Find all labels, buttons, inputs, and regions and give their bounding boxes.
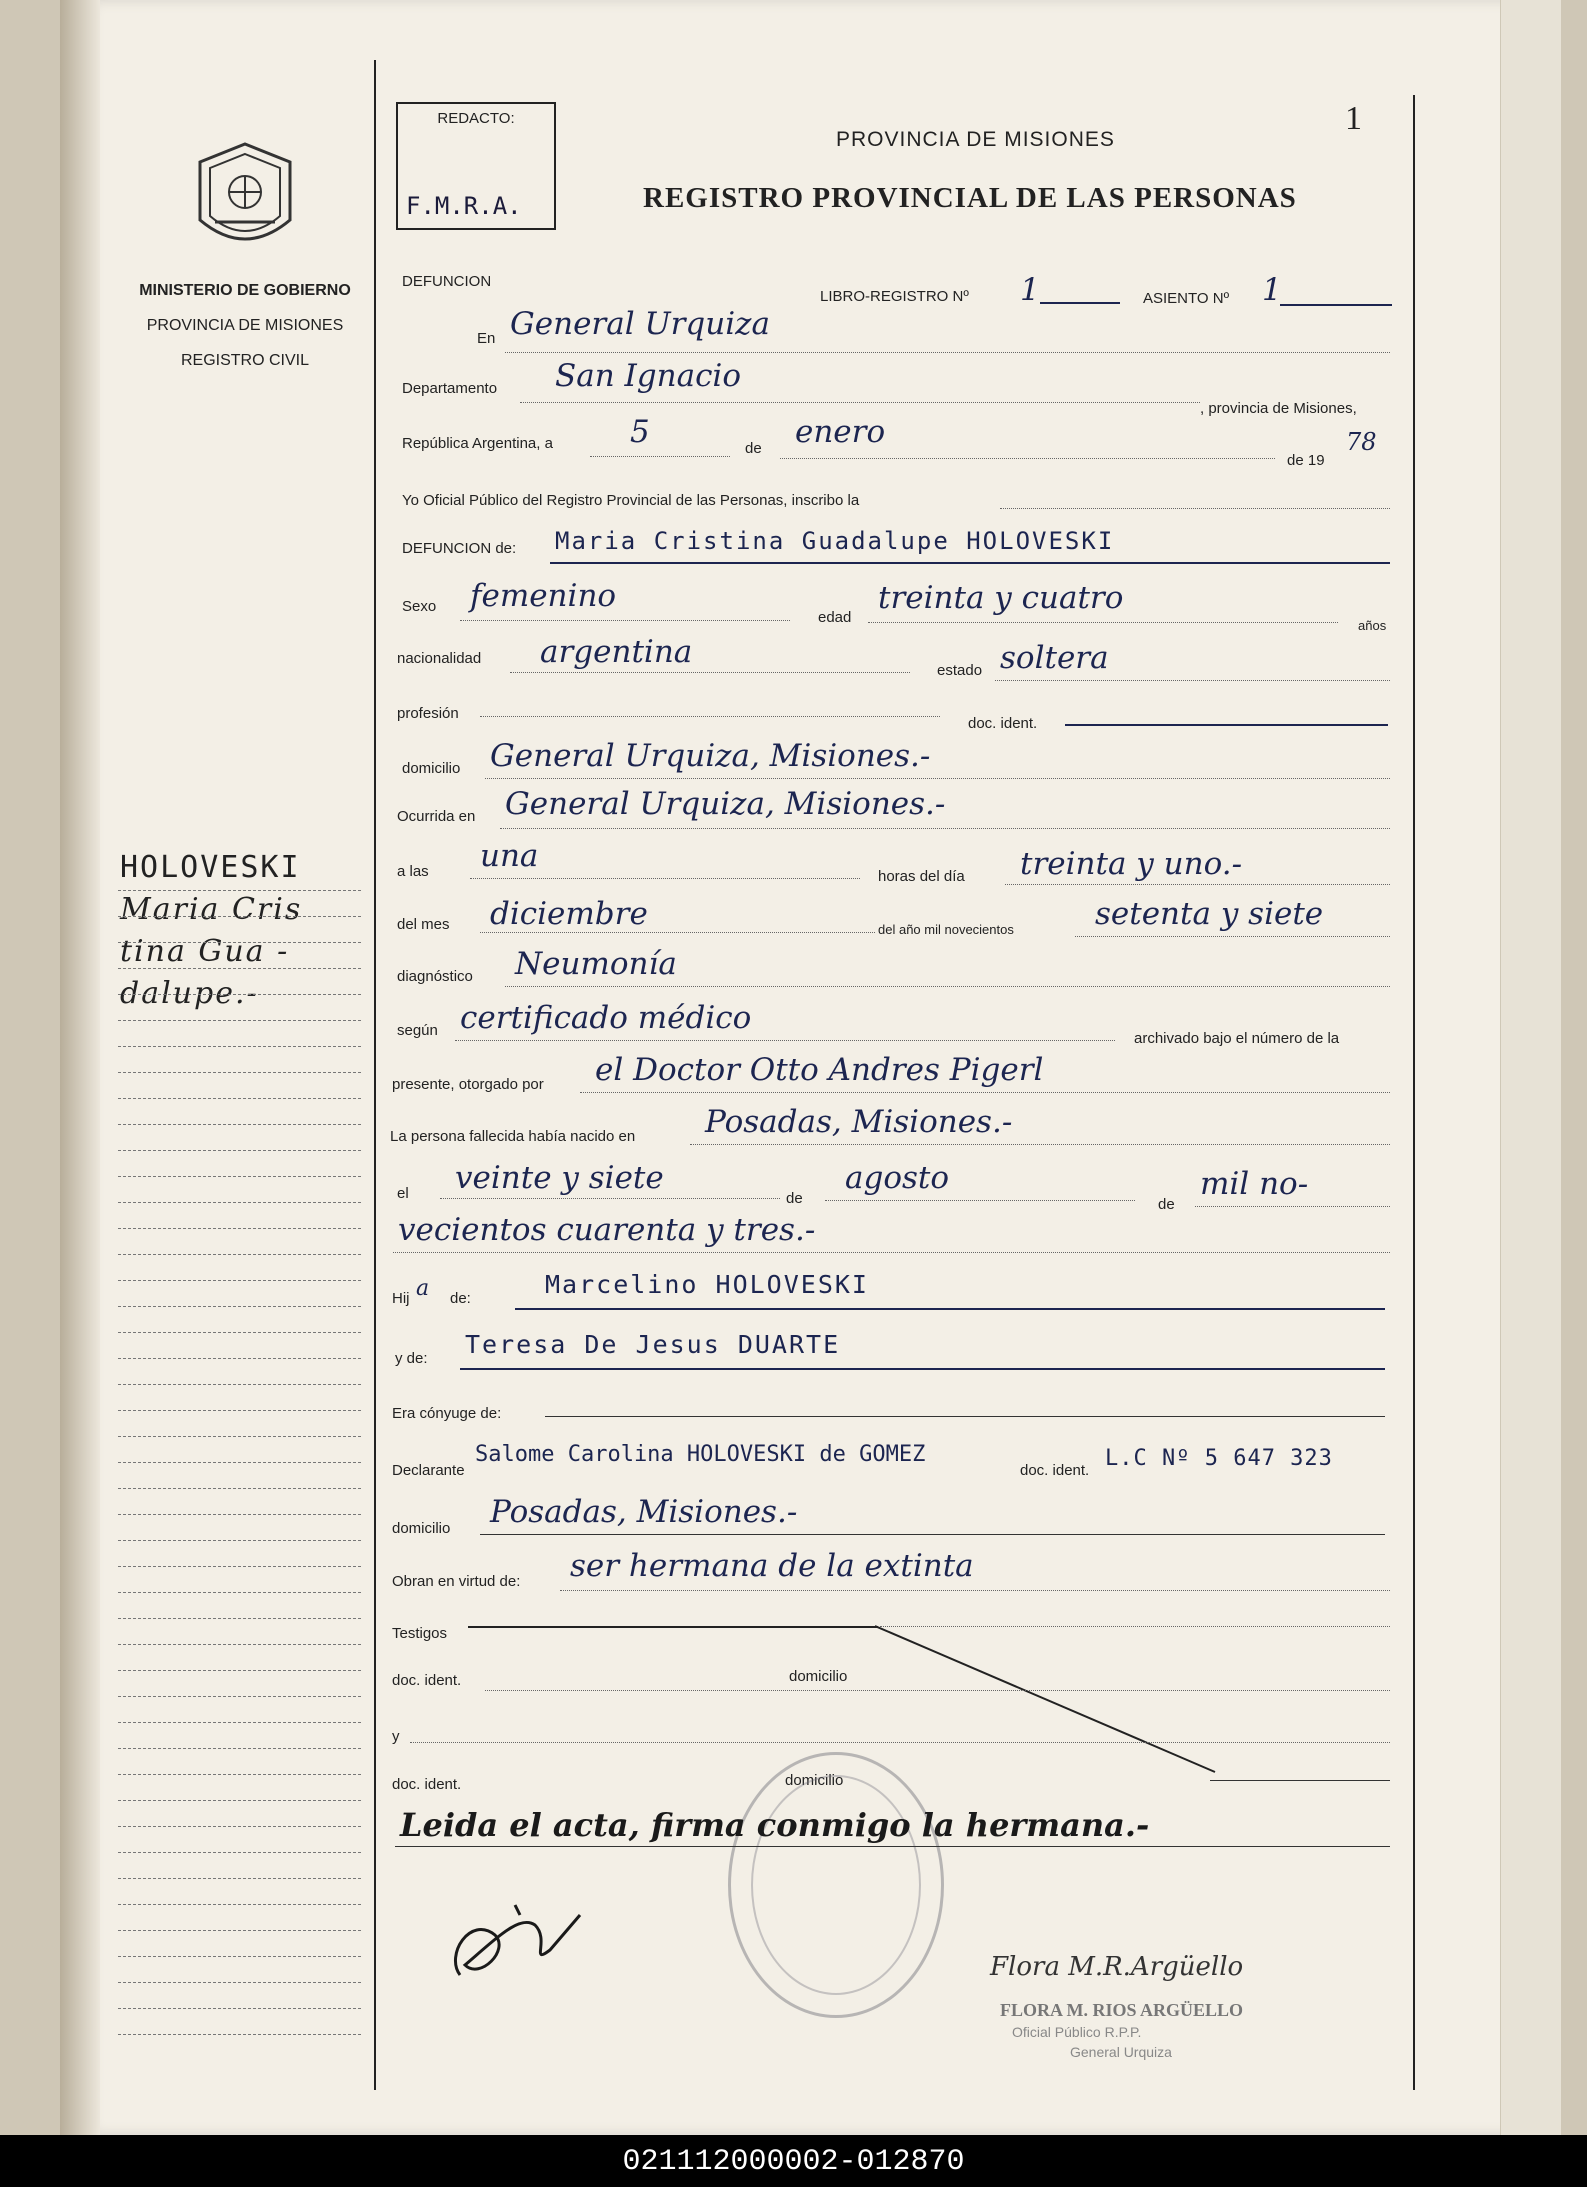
horas-value: treinta y uno.- <box>1020 846 1243 882</box>
margin-rule <box>118 1826 361 1827</box>
margin-rule <box>118 1566 361 1567</box>
profesion-line <box>480 716 940 717</box>
margin-rule <box>118 1124 361 1125</box>
nacionalidad-line <box>510 672 910 673</box>
anio-value: setenta y siete <box>1095 896 1324 932</box>
margin-rule <box>118 1462 361 1463</box>
margin-rule <box>118 1202 361 1203</box>
margin-rule <box>118 1722 361 1723</box>
margin-rule <box>118 1878 361 1879</box>
sexo-value: femenino <box>470 578 617 614</box>
doc-ident2-line <box>485 1690 1390 1691</box>
margin-rule <box>118 1904 361 1905</box>
anos-label: años <box>1358 618 1387 633</box>
margin-rule <box>118 1306 361 1307</box>
ministry-civil-registry: REGISTRO CIVIL <box>180 352 310 369</box>
margin-rule <box>118 1384 361 1385</box>
margin-rule <box>118 890 361 891</box>
horas-label: horas del día <box>878 868 965 885</box>
province-heading: PROVINCIA DE MISIONES <box>836 128 1115 151</box>
margin-name-line-3: tina Gua - <box>120 934 290 969</box>
margin-rule <box>118 1436 361 1437</box>
presente-value: el Doctor Otto Andres Pigerl <box>595 1052 1044 1088</box>
hij-line <box>515 1308 1385 1310</box>
margin-rule <box>118 1228 361 1229</box>
yde-label: y de: <box>395 1350 428 1367</box>
doc-ident-line <box>1065 724 1388 726</box>
de2-value: agosto <box>845 1160 950 1196</box>
de2-label: de <box>786 1190 803 1207</box>
domicilio-label: domicilio <box>402 760 461 777</box>
margin-name-line-1: HOLOVESKI <box>120 850 301 885</box>
edad-value: treinta y cuatro <box>878 580 1124 616</box>
a-las-value: una <box>480 838 539 874</box>
edad-label: edad <box>818 609 852 626</box>
de-label: de <box>745 440 762 457</box>
declarante-value: Salome Carolina HOLOVESKI de GOMEZ <box>475 1442 926 1467</box>
margin-rule <box>118 1748 361 1749</box>
margin-rule <box>118 1280 361 1281</box>
declarante-label: Declarante <box>392 1462 465 1479</box>
estado-label: estado <box>937 662 983 679</box>
margin-rule <box>118 1696 361 1697</box>
domicilio3-label: domicilio <box>789 1668 848 1685</box>
declarante-doc-label: doc. ident. <box>1020 1462 1090 1479</box>
mes-line <box>780 458 1275 459</box>
obran-label: Obran en virtud de: <box>392 1573 521 1590</box>
registry-heading: REGISTRO PROVINCIAL DE LAS PERSONAS <box>643 182 1297 214</box>
obran-value: ser hermana de la extinta <box>570 1548 974 1584</box>
de3-value: mil no- <box>1200 1166 1309 1202</box>
margin-rule <box>118 1644 361 1645</box>
diagnostico-line <box>505 986 1390 987</box>
obran-line <box>560 1590 1390 1591</box>
novecientos-line <box>393 1252 1390 1253</box>
sexo-line <box>460 620 790 621</box>
declarante-doc-value: L.C Nº 5 647 323 <box>1105 1446 1333 1471</box>
el-label: el <box>397 1185 409 1202</box>
del-mes-label: del mes <box>397 916 450 933</box>
margin-rule <box>118 1410 361 1411</box>
margin-rule <box>118 1020 361 1021</box>
margin-rule <box>118 1618 361 1619</box>
departamento-label: Departamento <box>402 380 498 397</box>
redacto-value: F.M.R.A. <box>406 192 522 220</box>
ocurrida-value: General Urquiza, Misiones.- <box>505 786 946 822</box>
de3-label: de <box>1158 1196 1175 1213</box>
margin-rule <box>118 1930 361 1931</box>
libro-value: 1 <box>1020 272 1040 308</box>
hij-de-label: de: <box>450 1290 471 1307</box>
domicilio4-label: domicilio <box>785 1772 844 1789</box>
margin-rule <box>118 1852 361 1853</box>
el-line <box>440 1198 780 1199</box>
yde-value: Teresa De Jesus DUARTE <box>465 1330 841 1359</box>
ministry-name: MINISTERIO DE GOBIERNO <box>139 282 351 299</box>
margin-rule <box>118 942 361 943</box>
persona-value: Posadas, Misiones.- <box>705 1104 1013 1140</box>
persona-label: La persona fallecida había nacido en <box>390 1128 636 1145</box>
departamento-value: San Ignacio <box>555 358 742 394</box>
mes-value: enero <box>795 414 886 450</box>
redacto-label: REDACTO: <box>437 110 515 127</box>
estado-line <box>995 680 1390 681</box>
margin-rule <box>118 1956 361 1957</box>
defuncion-de-value: Maria Cristina Guadalupe HOLOVESKI <box>555 527 1115 555</box>
y-label: y <box>392 1728 400 1745</box>
margin-name-line-2: Maria Cris <box>120 892 303 927</box>
officer-title: Oficial Público R.P.P. <box>1012 2024 1142 2040</box>
presente-label: presente, otorgado por <box>392 1076 544 1093</box>
margin-rule <box>118 1774 361 1775</box>
margin-rule <box>118 1332 361 1333</box>
page-number: 1 <box>1345 100 1362 137</box>
yo-oficial-text: Yo Oficial Público del Registro Provincial de las Personas, inscribo la <box>402 492 860 509</box>
y-line <box>410 1742 1390 1743</box>
del-mes-line <box>480 932 875 933</box>
margin-rule <box>118 1982 361 1983</box>
domicilio2-line <box>480 1534 1385 1535</box>
horas-line <box>1005 884 1390 885</box>
domicilio-value: General Urquiza, Misiones.- <box>490 738 931 774</box>
de2-line <box>825 1200 1135 1201</box>
margin-rule <box>118 1098 361 1099</box>
segun-value: certificado médico <box>460 1000 752 1036</box>
en-line <box>505 352 1390 353</box>
page-edge <box>1500 0 1561 2135</box>
domicilio2-value: Posadas, Misiones.- <box>490 1494 798 1530</box>
profesion-label: profesión <box>397 705 459 722</box>
testigos-label: Testigos <box>392 1625 448 1642</box>
novecientos-value: vecientos cuarenta y tres.- <box>398 1212 816 1248</box>
footer-code: 021112000002-012870 <box>622 2145 965 2179</box>
republica-label: República Argentina, a <box>402 435 553 452</box>
margin-rule <box>118 1540 361 1541</box>
libro-label: LIBRO-REGISTRO Nº <box>820 288 969 305</box>
sexo-label: Sexo <box>402 598 437 615</box>
domicilio-line <box>485 778 1390 779</box>
asiento-value: 1 <box>1262 272 1282 308</box>
en-label: En <box>477 330 496 347</box>
nacionalidad-label: nacionalidad <box>397 650 482 667</box>
hij-label: Hij <box>392 1290 410 1307</box>
conyuge-line <box>545 1416 1385 1417</box>
doc-ident3-line <box>1210 1780 1390 1781</box>
domicilio2-label: domicilio <box>392 1520 451 1537</box>
a-las-line <box>470 878 860 879</box>
asiento-line <box>1280 304 1392 306</box>
margin-rule <box>118 1046 361 1047</box>
margin-rule <box>118 968 361 969</box>
yo-oficial-line <box>1000 508 1390 509</box>
defuncion-de-line <box>550 562 1390 564</box>
margin-rule <box>118 1800 361 1801</box>
officer-signature: Flora M.R.Argüello <box>990 1952 1244 1982</box>
margin-rule <box>118 1592 361 1593</box>
departamento-line <box>520 402 1200 403</box>
provincia-suffix: , provincia de Misiones, <box>1200 400 1357 417</box>
a-las-label: a las <box>397 863 429 880</box>
archivado-label: archivado bajo el número de la <box>1134 1030 1340 1047</box>
margin-name-line-4: dalupe.- <box>120 976 259 1011</box>
ministry-province: PROVINCIA DE MISIONES <box>146 317 344 334</box>
hij-value: Marcelino HOLOVESKI <box>545 1270 869 1299</box>
margin-rule <box>118 1358 361 1359</box>
yde-line <box>460 1368 1385 1370</box>
anio-label: del año mil novecientos <box>878 922 1014 937</box>
hij-suffix: a <box>416 1276 430 1301</box>
de3-line <box>1195 1206 1390 1207</box>
year-value: 78 <box>1346 428 1377 456</box>
margin-rule <box>118 1176 361 1177</box>
diagnostico-label: diagnóstico <box>397 968 473 985</box>
book-gutter <box>60 0 100 2135</box>
declarante-signature <box>440 1895 600 1995</box>
persona-line <box>690 1144 1390 1145</box>
margin-rule <box>118 1488 361 1489</box>
margin-rule <box>118 1670 361 1671</box>
ocurrida-line <box>500 828 1390 829</box>
anio-line <box>1075 936 1390 937</box>
dia-value: 5 <box>630 414 650 450</box>
segun-label: según <box>397 1022 438 1039</box>
margin-rule <box>118 1072 361 1073</box>
dia-line <box>590 456 730 457</box>
redacto-box <box>396 102 556 230</box>
margin-rule <box>118 1150 361 1151</box>
official-stamp <box>728 1752 944 2018</box>
ocurrida-label: Ocurrida en <box>397 808 476 825</box>
el-value: veinte y siete <box>455 1160 664 1196</box>
conyuge-label: Era cónyuge de: <box>392 1405 502 1422</box>
presente-line <box>580 1092 1390 1093</box>
officer-place: General Urquiza <box>1070 2044 1172 2060</box>
nacionalidad-value: argentina <box>540 634 693 670</box>
doc-ident-label: doc. ident. <box>968 715 1038 732</box>
diagnostico-value: Neumonía <box>515 946 677 982</box>
officer-name: FLORA M. RIOS ARGÜELLO <box>1000 2000 1244 2020</box>
provincial-emblem-icon <box>190 140 300 260</box>
defuncion-de-label: DEFUNCION de: <box>402 540 517 557</box>
margin-rule <box>118 916 361 917</box>
year-label: de 19 <box>1287 452 1325 469</box>
doc-ident3-label: doc. ident. <box>392 1776 462 1793</box>
en-value: General Urquiza <box>510 306 770 342</box>
testigos-strike <box>875 1622 1235 1782</box>
margin-rule <box>118 2008 361 2009</box>
segun-line <box>455 1040 1115 1041</box>
margin-rule <box>118 2034 361 2035</box>
edad-line <box>868 622 1338 623</box>
margin-rule <box>118 1254 361 1255</box>
defuncion-title: DEFUNCION <box>402 273 492 290</box>
estado-value: soltera <box>1000 640 1109 676</box>
closing-line <box>395 1846 1390 1847</box>
margin-rule <box>118 994 361 995</box>
form-right-border <box>1413 95 1415 2090</box>
margin-rule <box>118 1514 361 1515</box>
libro-line <box>1040 302 1120 304</box>
testigos-line <box>468 1626 878 1628</box>
asiento-label: ASIENTO Nº <box>1143 290 1230 307</box>
doc-ident2-label: doc. ident. <box>392 1672 462 1689</box>
closing-text: Leida el acta, firma conmigo la hermana.- <box>400 1806 1150 1844</box>
del-mes-value: diciembre <box>490 896 648 932</box>
